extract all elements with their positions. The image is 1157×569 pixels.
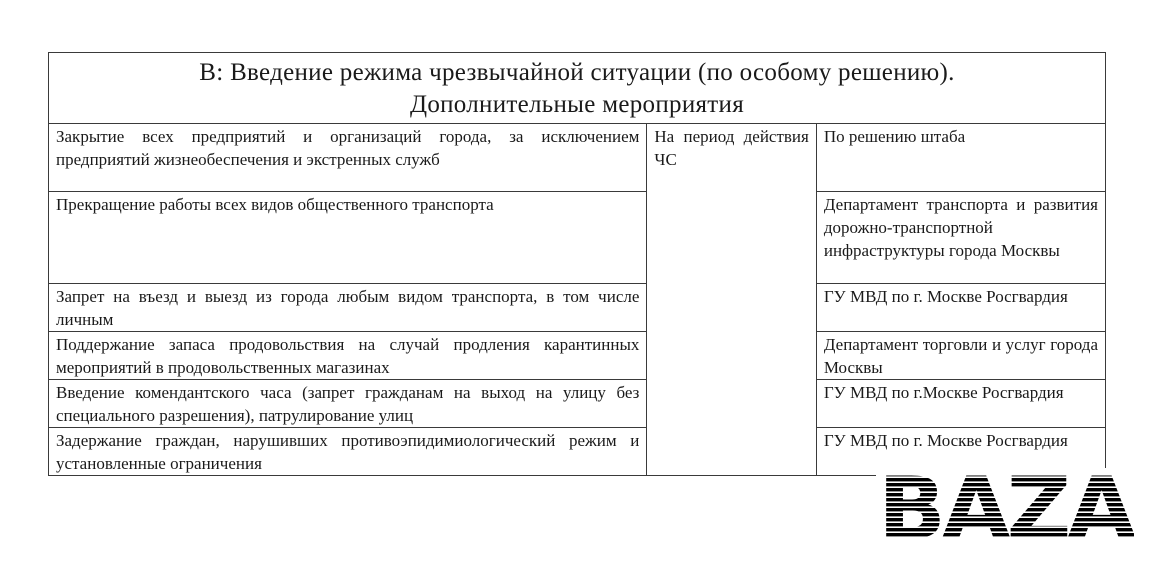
title-line-2: Дополнительные мероприятия — [409, 91, 745, 118]
logo-stripe — [876, 543, 1134, 544]
logo-stripe — [876, 473, 1134, 476]
responsible-cell: ГУ МВД по г.Москве Росгвардия — [816, 380, 1105, 428]
logo-stripe — [876, 493, 1134, 496]
responsible-cell: По решению штаба — [816, 124, 1105, 192]
measure-cell: Закрытие всех предприятий и организаций города, за исключением предприятий жизнеобеспечения и экстренных служб — [49, 124, 647, 192]
measure-cell: Запрет на въезд и выезд из города любым видом транспорта, в том числе личным — [49, 284, 647, 332]
logo-stripe — [876, 498, 1134, 501]
responsible-cell: ГУ МВД по г. Москве Росгвардия — [816, 284, 1105, 332]
logo-stripe — [876, 523, 1134, 526]
responsible-cell: Департамент торговли и услуг города Москвы — [816, 332, 1105, 380]
period-cell: На период действия ЧС — [647, 124, 816, 476]
table-row — [49, 332, 1106, 380]
measures-table — [48, 52, 1106, 476]
table-row — [49, 284, 1106, 332]
logo-stripe — [876, 513, 1134, 516]
responsible-cell: Департамент транспорта и развития дорожно-транспортной инфраструктуры города Москвы — [816, 192, 1105, 284]
logo-stripe — [876, 528, 1134, 531]
logo-stripe — [876, 533, 1134, 536]
measure-cell: Поддержание запаса продовольствия на случай продления карантинных мероприятий в продовольственных магазинах — [49, 332, 647, 380]
logo-stripe — [876, 468, 1134, 471]
table-row — [49, 192, 1106, 284]
baza-logo-icon — [876, 468, 1134, 544]
responsible-cell: ГУ МВД по г. Москве Росгвардия — [816, 428, 1105, 476]
logo-stripe — [876, 503, 1134, 506]
title-row — [49, 53, 1106, 124]
table-title — [49, 53, 1106, 124]
table-row — [49, 124, 1106, 192]
logo-stripe — [876, 488, 1134, 491]
measure-cell: Прекращение работы всех видов общественного транспорта — [49, 192, 647, 284]
logo-stripe — [876, 518, 1134, 521]
table-row — [49, 380, 1106, 428]
logo-stripe — [876, 483, 1134, 486]
title-line-1: В: Введение режима чрезвычайной ситуации (по особому решению). — [199, 59, 955, 86]
logo-stripe — [876, 478, 1134, 481]
measure-cell: Задержание граждан, нарушивших противоэпидимиологический режим и установленные ограничения — [49, 428, 647, 476]
baza-watermark-logo — [876, 468, 1134, 544]
measure-cell: Введение комендантского часа (запрет гражданам на выход на улицу без специального разрешения), патрулирование улиц — [49, 380, 647, 428]
logo-stripe — [876, 538, 1134, 541]
logo-stripe — [876, 508, 1134, 511]
